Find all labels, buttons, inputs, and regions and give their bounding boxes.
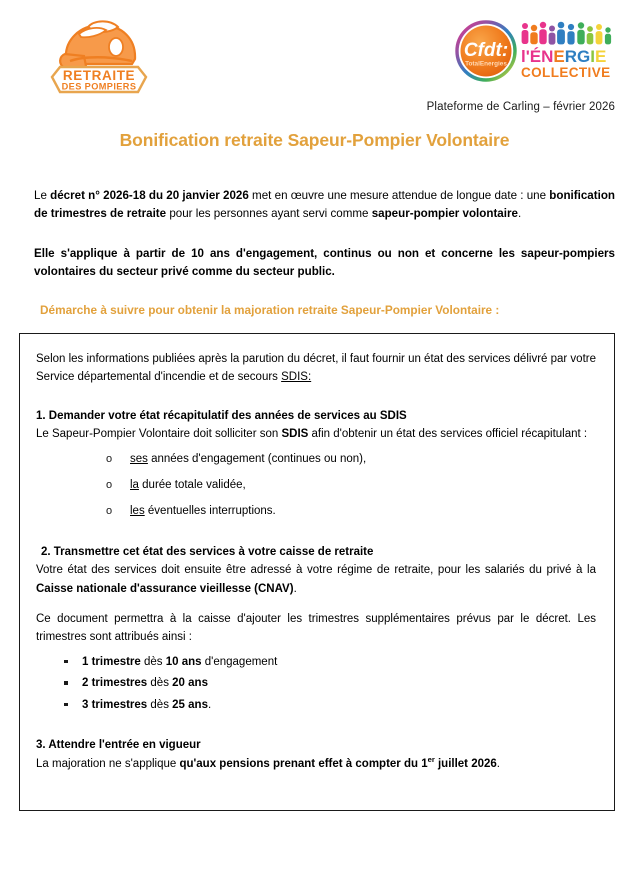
step-1-title: 1. Demander votre état récapitulatif des années de services au SDIS xyxy=(36,409,407,422)
intro-p1-bold-spv: sapeur-pompier volontaire xyxy=(371,206,518,220)
list-item-bold-count: 2 trimestres xyxy=(82,677,148,690)
step-1-body xyxy=(36,425,596,443)
list-item-mid: dès xyxy=(140,655,166,668)
list-item-bold-count: 1 trimestre xyxy=(82,655,141,668)
slogan-line-2: COLLECTIVE xyxy=(521,65,611,80)
step-3-block xyxy=(36,736,596,774)
step-1-text-c: afin d'obtenir un état des services officiel récapitulant : xyxy=(308,428,588,441)
list-item xyxy=(60,674,596,692)
intro-p1-bold-decret: décret n° 2026-18 du 20 janvier 2026 xyxy=(50,189,249,202)
intro-p1-text-d: pour les personnes ayant servi comme xyxy=(166,206,372,220)
step-2-block xyxy=(36,543,596,714)
step-3-superscript-er: er xyxy=(427,755,435,765)
step-3-bold-1: qu'aux pensions prenant effet à compter du 1 xyxy=(179,758,428,771)
plateforme-date-label: Plateforme de Carling – février 2026 xyxy=(426,101,615,113)
step-1-text-a: Le Sapeur-Pompier Volontaire doit solliciter son xyxy=(36,428,282,441)
procedure-box xyxy=(19,333,615,811)
crowd-figures xyxy=(522,22,612,45)
step-3-text-a: La majoration ne s'applique xyxy=(36,758,180,771)
step-2-body-2: Ce document permettra à la caisse d'ajouter les trimestres supplémentaires prévus par le décret. Les trimestres sont attribués ainsi : xyxy=(36,613,596,644)
intro-p1-text-c: met en œuvre une mesure attendue de longue date : une xyxy=(248,189,550,202)
step-2-title: 2. Transmettre cet état des services à votre caisse de retraite xyxy=(41,545,374,558)
list-item-underlined: les xyxy=(130,505,145,518)
list-item-rest: éventuelles interruptions. xyxy=(144,505,276,518)
step-3-body xyxy=(36,754,596,773)
intro-paragraph-1 xyxy=(34,187,615,223)
logo-pompiers-line1: RETRAITE xyxy=(62,68,136,83)
totalenergies-wordmark: TotalEnergies xyxy=(465,60,507,68)
list-item xyxy=(106,451,596,469)
section-heading-demarche: Démarche à suivre pour obtenir la majoration retraite Sapeur-Pompier Volontaire : xyxy=(40,302,500,317)
sdis-underlined: SDIS: xyxy=(281,371,312,384)
step-1-list xyxy=(36,451,596,520)
slogan-line-1: l'ÉNERGIE xyxy=(521,47,607,66)
intro-section xyxy=(34,151,615,281)
list-item-bold-age: 25 ans xyxy=(172,698,208,711)
step-1-block xyxy=(36,407,596,521)
list-item xyxy=(106,477,596,495)
cfdt-wordmark: Cfdt: xyxy=(463,40,509,61)
intro-p1-text-e: . xyxy=(517,206,522,220)
step-2-list xyxy=(36,653,596,714)
list-item xyxy=(60,653,596,671)
intro-p1-text-a: Le xyxy=(34,189,51,202)
list-item-bold-count: 3 trimestres xyxy=(82,698,148,711)
step-2-bold-cnav: Caisse nationale d'assurance vieillesse (CNAV) xyxy=(36,582,294,595)
list-item-rest: . xyxy=(207,698,212,711)
step-3-bold-2: juillet 2026 xyxy=(434,758,497,771)
intro-p1-bold-bonification: bonification de trimestres de retraite xyxy=(34,189,615,220)
list-item-bold-age: 20 ans xyxy=(172,677,208,690)
list-item-underlined: la xyxy=(130,479,139,492)
cfdt-energie-collective-logo xyxy=(455,20,623,82)
step-2-text-c: . xyxy=(293,582,297,595)
list-item-rest: d'engagement xyxy=(201,655,278,668)
list-item-mid: dès xyxy=(147,698,173,711)
step-3-text-c: . xyxy=(496,758,500,771)
logo-pompiers-line2: DES POMPIERS xyxy=(61,81,137,92)
retraite-des-pompiers-logo xyxy=(46,14,152,98)
box-lead-paragraph xyxy=(36,350,596,387)
document-header xyxy=(0,0,629,113)
list-item-rest: années d'engagement (continues ou non), xyxy=(147,453,367,466)
box-lead-text: Selon les informations publiées après la parution du décret, il faut fournir un état des services délivré par votre Service départemental d'incendie et de secours xyxy=(36,352,596,384)
step-1-bold-sdis: SDIS xyxy=(281,428,309,441)
list-item xyxy=(60,696,596,714)
step-2-text-a: Votre état des services doit ensuite être adressé à votre régime de retraite, pour les salariés du privé à la xyxy=(36,564,596,577)
page-title: Bonification retraite Sapeur-Pompier Volontaire xyxy=(119,130,510,150)
list-item-mid: dès xyxy=(147,677,173,690)
list-item-bold-age: 10 ans xyxy=(165,655,202,668)
list-item xyxy=(106,503,596,521)
step-2-body-1 xyxy=(36,561,596,598)
step-3-title: 3. Attendre l'entrée en vigueur xyxy=(36,739,201,751)
list-item-rest: durée totale validée, xyxy=(138,479,246,492)
intro-paragraph-2: Elle s'applique à partir de 10 ans d'engagement, continus ou non et concerne les sapeur-pompiers volontaires du secteur privé comme du secteur public. xyxy=(34,246,615,278)
list-item-underlined: ses xyxy=(130,453,148,466)
